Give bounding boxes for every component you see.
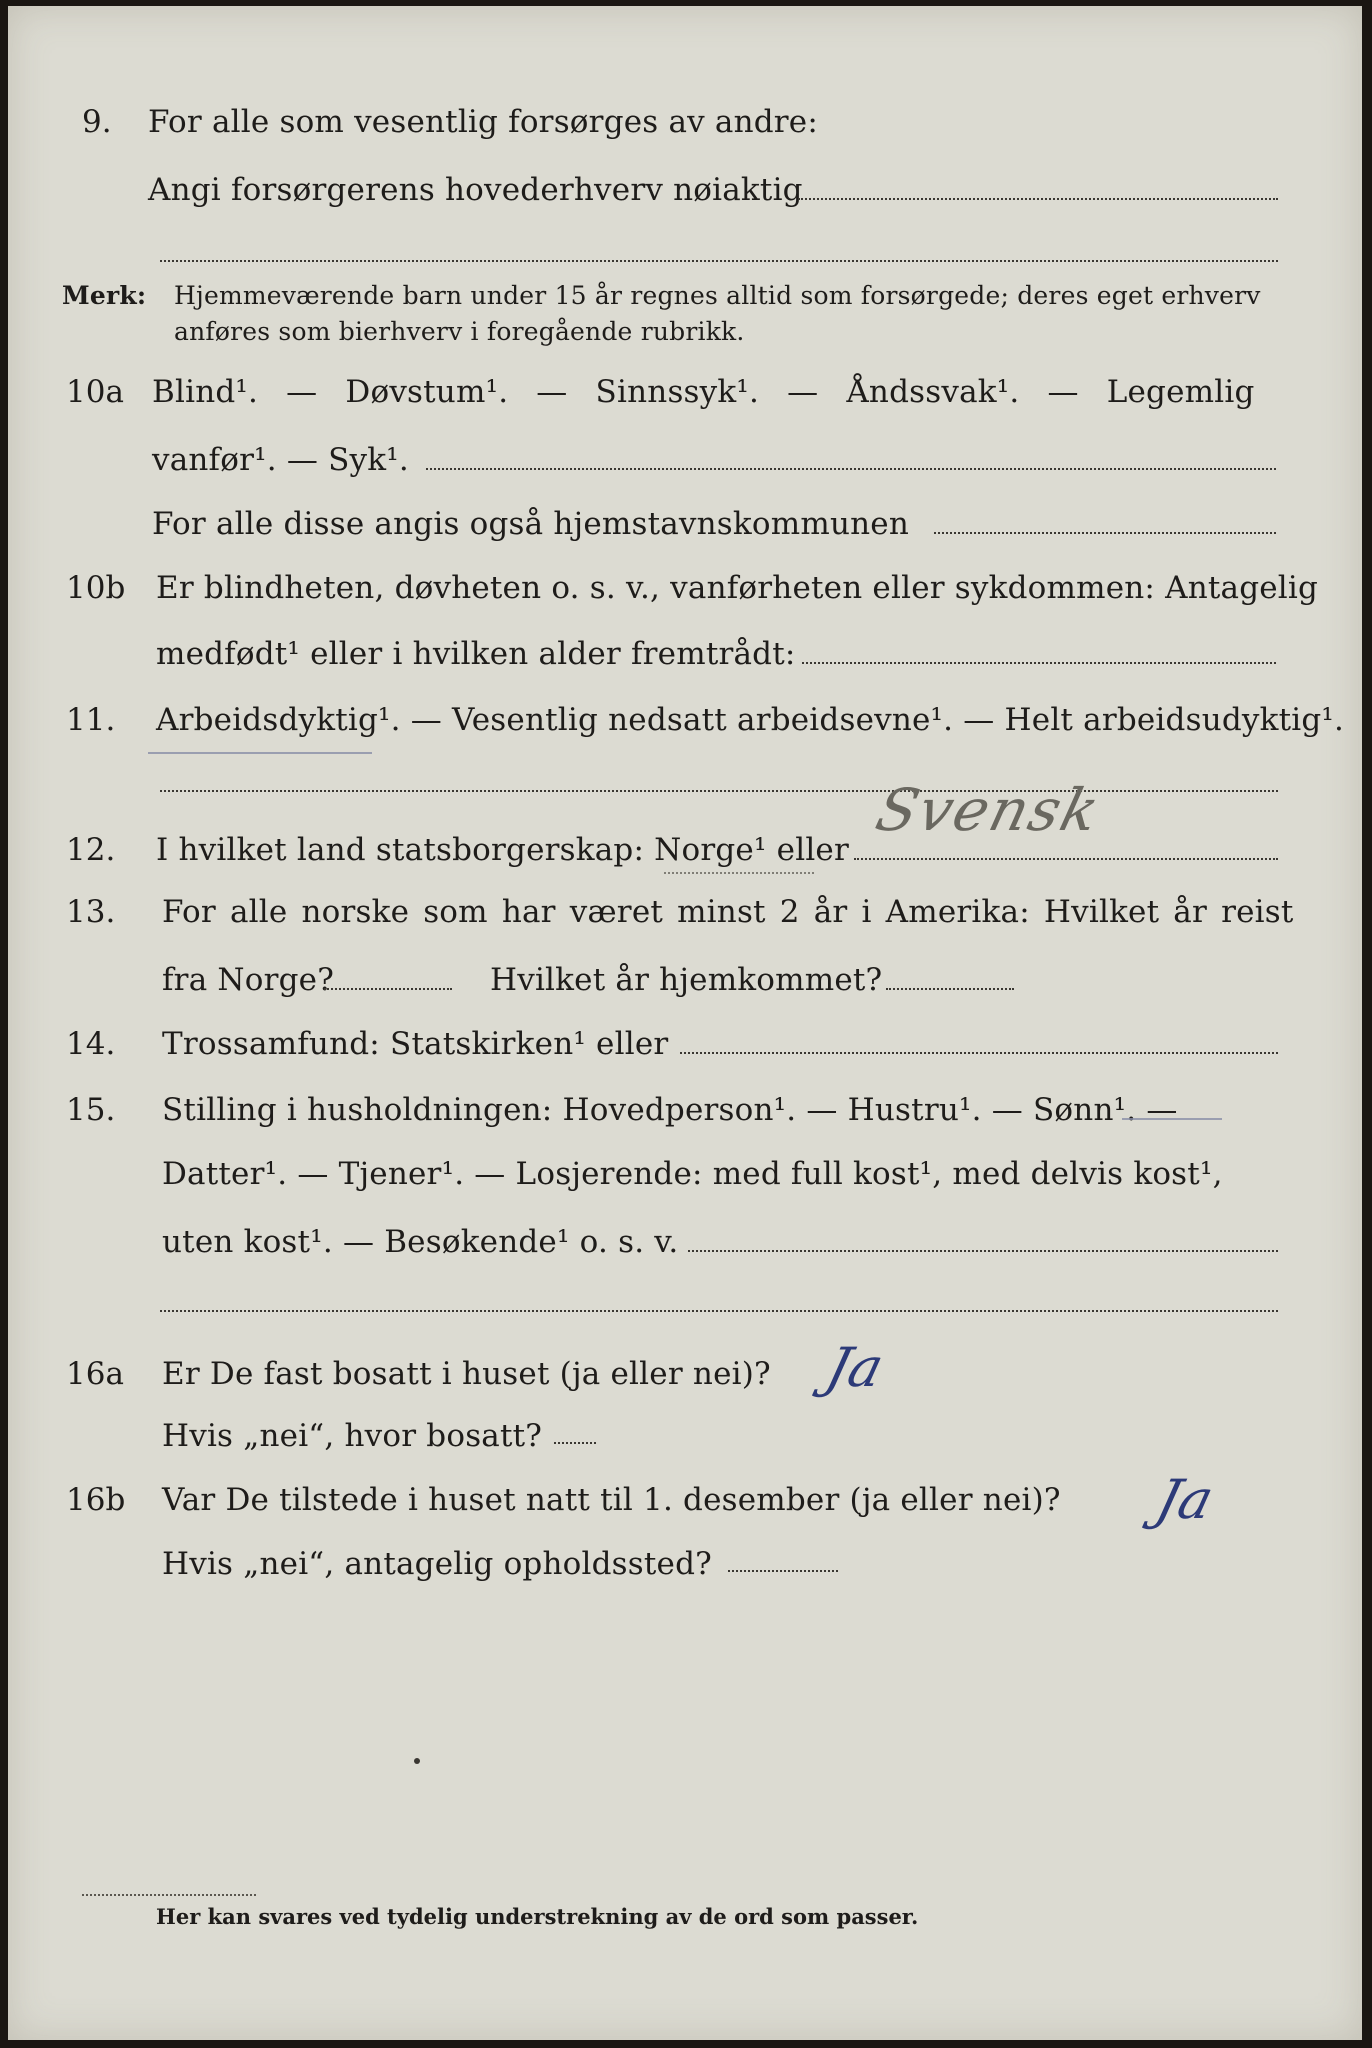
question-10a-line-1: Blind¹. — Døvstum¹. — Sinnssyk¹. — Åndssvak¹. — Legemlig: [152, 374, 1255, 410]
question-16a-number: 16a: [66, 1356, 124, 1392]
question-14-answer-field[interactable]: [680, 1052, 1278, 1054]
question-14-number: 14.: [66, 1026, 116, 1062]
question-15-extra-field[interactable]: [160, 1310, 1278, 1312]
ink-spot: [414, 1758, 420, 1764]
question-14-line-1: Trossamfund: Statskirken¹ eller: [162, 1026, 669, 1062]
merk-line-1: Hjemmeværende barn under 15 år regnes alltid som forsørgede; deres eget erhverv: [174, 281, 1261, 310]
question-16a-handwritten-answer: Ja: [820, 1336, 890, 1399]
question-10a-line-3: For alle disse angis også hjemstavnskommunen: [152, 506, 909, 542]
merk-line-2: anføres som bierhverv i foregående rubrikk.: [174, 317, 745, 346]
question-9-number: 9.: [82, 104, 112, 140]
question-12-line-1: I hvilket land statsborgerskap: Norge¹ eller: [156, 832, 849, 868]
question-15-line-3: uten kost¹. — Besøkende¹ o. s. v.: [162, 1224, 679, 1260]
question-9-answer-field[interactable]: [798, 198, 1278, 200]
question-16b-handwritten-answer: Ja: [1150, 1468, 1220, 1531]
question-13-number: 13.: [66, 894, 116, 930]
footnote-rule: [82, 1894, 256, 1896]
question-12-answer-field[interactable]: [854, 858, 1278, 860]
census-form-page: [8, 6, 1362, 2040]
question-10b-line-2: medfødt¹ eller i hvilken alder fremtrådt:: [156, 636, 796, 672]
question-10b-number: 10b: [66, 570, 126, 606]
question-15-line-2: Datter¹. — Tjener¹. — Losjerende: med full kost¹, med delvis kost¹,: [162, 1156, 1223, 1192]
question-16b-line-2: Hvis „nei“, antagelig opholdssted?: [162, 1546, 712, 1582]
question-16b-line-1: Var De tilstede i huset natt til 1. desember (ja eller nei)?: [162, 1482, 1061, 1518]
question-10a-line-2: vanfør¹. — Syk¹.: [152, 442, 409, 478]
question-9-line-2: Angi forsørgerens hovederhverv nøiaktig: [148, 172, 803, 208]
question-11-line-1: Arbeidsdyktig¹. — Vesentlig nedsatt arbeidsevne¹. — Helt arbeidsudyktig¹.: [156, 702, 1345, 738]
question-15-number: 15.: [66, 1092, 116, 1128]
question-15-answer-field[interactable]: [688, 1250, 1278, 1252]
question-10a-answer-field[interactable]: [426, 468, 1276, 470]
question-11-underline-mark: [148, 752, 372, 754]
question-13-return-field[interactable]: [886, 988, 1014, 990]
question-13-line-2a: fra Norge?: [162, 962, 335, 998]
question-10a-municipality-field[interactable]: [934, 532, 1276, 534]
question-10a-number: 10a: [66, 374, 124, 410]
question-16a-residence-field[interactable]: [554, 1442, 596, 1444]
question-16a-line-1: Er De fast bosatt i huset (ja eller nei)?: [162, 1356, 771, 1392]
question-9-extra-field[interactable]: [160, 260, 1278, 262]
question-10b-answer-field[interactable]: [802, 662, 1276, 664]
question-9-line-1: For alle som vesentlig forsørges av andre:: [148, 104, 818, 140]
question-10b-line-1: Er blindheten, døvheten o. s. v., vanførheten eller sykdommen: Antagelig: [156, 570, 1319, 606]
question-15-underline-mark: [1122, 1118, 1222, 1120]
merk-label: Merk:: [62, 281, 147, 310]
question-16b-location-field[interactable]: [728, 1570, 838, 1572]
question-16b-number: 16b: [66, 1482, 126, 1518]
question-15-line-1: Stilling i husholdningen: Hovedperson¹. — Hustru¹. — Sønn¹. —: [162, 1092, 1178, 1128]
question-13-departure-field[interactable]: [324, 988, 452, 990]
question-12-underline-mark: [664, 872, 814, 874]
question-11-number: 11.: [66, 702, 116, 738]
question-16a-line-2: Hvis „nei“, hvor bosatt?: [162, 1418, 543, 1454]
question-12-handwritten-answer: Svensk: [869, 776, 1108, 844]
question-13-line-1: For alle norske som har været minst 2 år i Amerika: Hvilket år reist: [162, 894, 1294, 930]
footnote-text: Her kan svares ved tydelig understrekning av de ord som passer.: [156, 1904, 919, 1929]
question-11-answer-field[interactable]: [160, 790, 1278, 792]
question-13-line-2b: Hvilket år hjemkommet?: [490, 962, 883, 998]
question-12-number: 12.: [66, 832, 116, 868]
